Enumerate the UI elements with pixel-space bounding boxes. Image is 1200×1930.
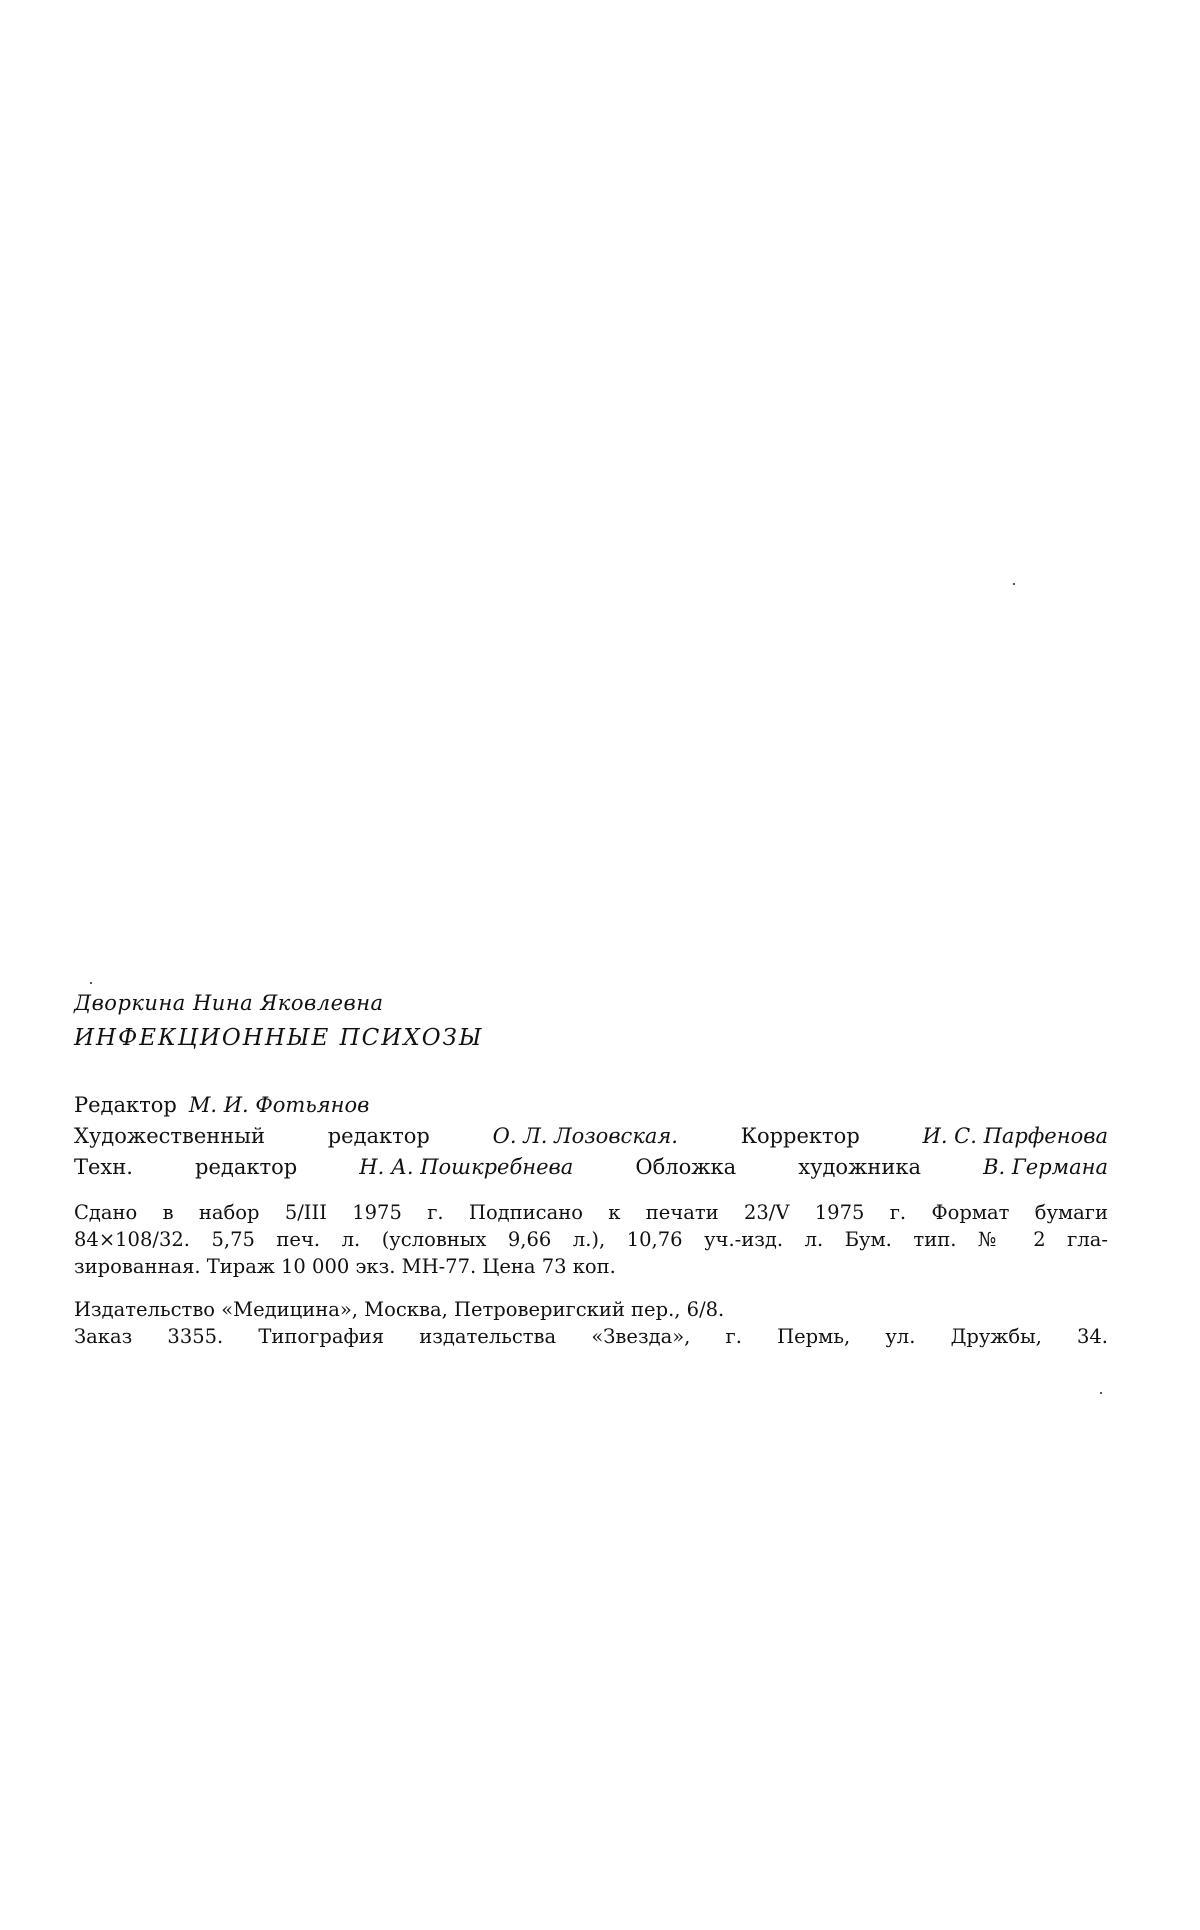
art-editor-label-2: редактор	[327, 1124, 430, 1148]
editor-label: Редактор	[74, 1093, 177, 1117]
tech-editor-name: Н. А. Пошкребнева	[359, 1155, 574, 1179]
art-editor-label: Художественный	[74, 1124, 265, 1148]
colophon-block	[74, 988, 1108, 1350]
publisher-line-1: Издательство «Медицина», Москва, Петроверигский пер., 6/8.	[74, 1298, 725, 1321]
book-title: ИНФЕКЦИОННЫЕ ПСИХОЗЫ	[74, 1025, 484, 1051]
editor-line	[74, 1090, 1108, 1121]
cover-artist-name: В. Германа	[983, 1155, 1108, 1179]
tech-editor-label: Техн.	[74, 1155, 133, 1179]
tech-editor-label-2: редактор	[195, 1155, 298, 1179]
art-editor-line	[74, 1121, 1108, 1152]
corrector-label: Корректор	[740, 1124, 860, 1148]
print-info-line-3: зированная. Тираж 10 000 экз. МН-77. Цена 73 коп.	[74, 1255, 616, 1278]
print-speck	[90, 982, 92, 984]
corrector-name: И. С. Парфенова	[922, 1124, 1108, 1148]
art-editor-name: О. Л. Лозовская.	[492, 1124, 678, 1148]
print-info-line-1: Сдано в набор 5/III 1975 г. Подписано к печати 23/V 1975 г. Формат бумаги	[74, 1201, 1108, 1224]
author-name: Дворкина Нина Яковлевна	[74, 991, 384, 1015]
editor-name: М. И. Фотьянов	[188, 1093, 370, 1117]
print-speck	[1100, 1392, 1102, 1394]
print-info	[74, 1199, 1108, 1280]
print-speck	[1013, 583, 1015, 585]
print-info-line-2: 84×108/32. 5,75 печ. л. (условных 9,66 л.), 10,76 уч.-изд. л. Бум. тип. № 2 гла-	[74, 1228, 1108, 1251]
tech-editor-line	[74, 1152, 1108, 1183]
cover-label-2: художника	[798, 1155, 922, 1179]
publisher-line-2: Заказ 3355. Типография издательства «Звезда», г. Пермь, ул. Дружбы, 34.	[74, 1325, 1108, 1348]
credits	[74, 1090, 1108, 1183]
publisher-info	[74, 1296, 1108, 1350]
cover-label: Обложка	[635, 1155, 737, 1179]
